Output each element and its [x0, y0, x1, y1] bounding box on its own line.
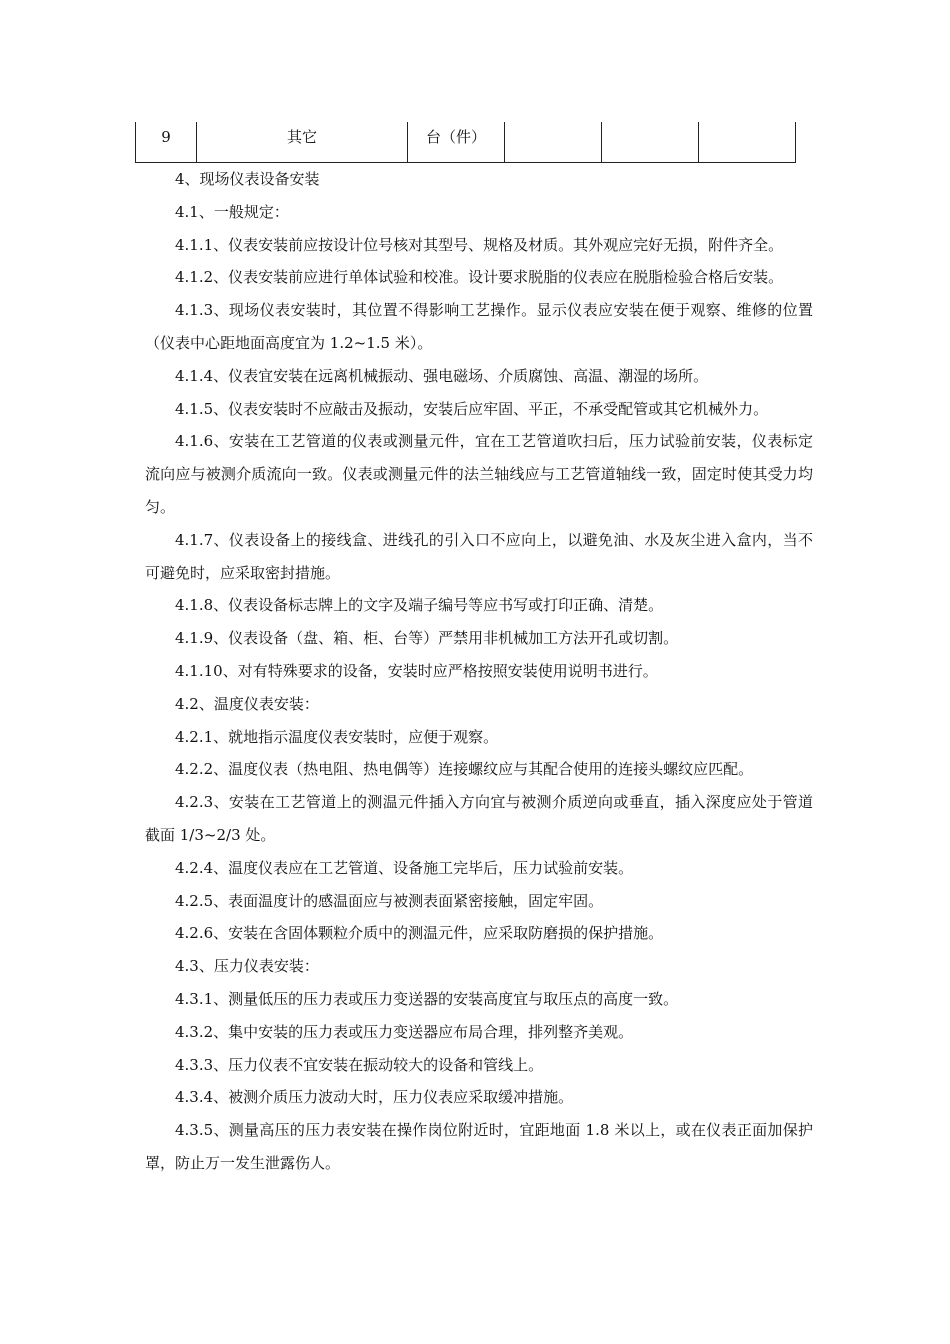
clause-paragraph: 4.1.6、安装在工艺管道的仪表或测量元件，宜在工艺管道吹扫后，压力试验前安装，仪表标定流向应与被测介质流向一致。仪表或测量元件的法兰轴线应与工艺管道轴线一致，固定时使其受力均匀。 [145, 432, 813, 516]
clause-paragraph: 4.2.5、表面温度计的感温面应与被测表面紧密接触，固定牢固。 [175, 891, 604, 910]
table-cell-item: 其它 [197, 122, 408, 163]
clause-paragraph: 4.3.2、集中安装的压力表或压力变送器应布局合理，排列整齐美观。 [175, 1022, 634, 1041]
table-cell-empty [505, 122, 602, 163]
equipment-table [135, 122, 795, 163]
clause-paragraph: 4.1.5、仪表安装时不应敲击及振动，安装后应牢固、平正，不承受配管或其它机械外力。 [175, 399, 769, 418]
clause-paragraph: 4.3.1、测量低压的压力表或压力变送器的安装高度宜与取压点的高度一致。 [175, 989, 679, 1008]
clause-paragraph: 4.2.3、安装在工艺管道上的测温元件插入方向宜与被测介质逆向或垂直，插入深度应处于管道截面 1/3~2/3 处。 [145, 793, 813, 844]
table-cell-empty [699, 122, 796, 163]
clause-paragraph: 4.2.4、温度仪表应在工艺管道、设备施工完毕后，压力试验前安装。 [175, 858, 634, 877]
clause-paragraph: 4.1.2、仪表安装前应进行单体试验和校准。设计要求脱脂的仪表应在脱脂检验合格后安装。 [175, 268, 784, 287]
clause-paragraph: 4.1.7、仪表设备上的接线盒、进线孔的引入口不应向上，以避免油、水及灰尘进入盒内，当不可避免时，应采取密封措施。 [145, 530, 813, 582]
clause-paragraph: 4.2.1、就地指示温度仪表安装时，应便于观察。 [175, 727, 499, 746]
subsection-heading: 4.2、温度仪表安装： [175, 694, 319, 713]
clause-paragraph: 4.3.4、被测介质压力波动大时，压力仪表应采取缓冲措施。 [175, 1088, 574, 1107]
clause-paragraph: 4.1.4、仪表宜安装在远离机械振动、强电磁场、介质腐蚀、高温、潮湿的场所。 [175, 366, 709, 385]
clause-paragraph: 4.1.9、仪表设备（盘、箱、柜、台等）严禁用非机械加工方法开孔或切割。 [175, 629, 679, 648]
table-cell-empty [602, 122, 699, 163]
clause-paragraph: 4.1.10、对有特殊要求的设备，安装时应严格按照安装使用说明书进行。 [175, 661, 658, 680]
clause-paragraph: 4.3.3、压力仪表不宜安装在振动较大的设备和管线上。 [175, 1055, 544, 1074]
clause-paragraph: 4.1.1、仪表安装前应按设计位号核对其型号、规格及材质。其外观应完好无损，附件齐全。 [175, 235, 784, 254]
document-body [145, 163, 813, 1180]
clause-paragraph: 4.1.3、现场仪表安装时，其位置不得影响工艺操作。显示仪表应安装在便于观察、维修的位置（仪表中心距地面高度宜为 1.2~1.5 米）。 [145, 301, 813, 352]
clause-paragraph: 4.1.8、仪表设备标志牌上的文字及端子编号等应书写或打印正确、清楚。 [175, 596, 664, 615]
clause-paragraph: 4.2.6、安装在含固体颗粒介质中的测温元件，应采取防磨损的保护措施。 [175, 924, 664, 943]
table-row [136, 122, 796, 163]
subsection-heading: 4.3、压力仪表安装： [175, 957, 319, 976]
equipment-table-grid [135, 122, 796, 163]
clause-paragraph: 4.2.2、温度仪表（热电阻、热电偶等）连接螺纹应与其配合使用的连接头螺纹应匹配。 [175, 760, 754, 779]
subsection-heading: 4.1、一般规定： [175, 202, 289, 221]
clause-paragraph: 4.3.5、测量高压的压力表安装在操作岗位附近时，宜距地面 1.8 米以上，或在仪表正面加保护罩，防止万一发生泄露伤人。 [145, 1121, 813, 1172]
section-heading: 4、现场仪表设备安装 [175, 170, 320, 188]
table-cell-index: 9 [136, 122, 197, 163]
table-cell-unit: 台（件） [408, 122, 505, 163]
